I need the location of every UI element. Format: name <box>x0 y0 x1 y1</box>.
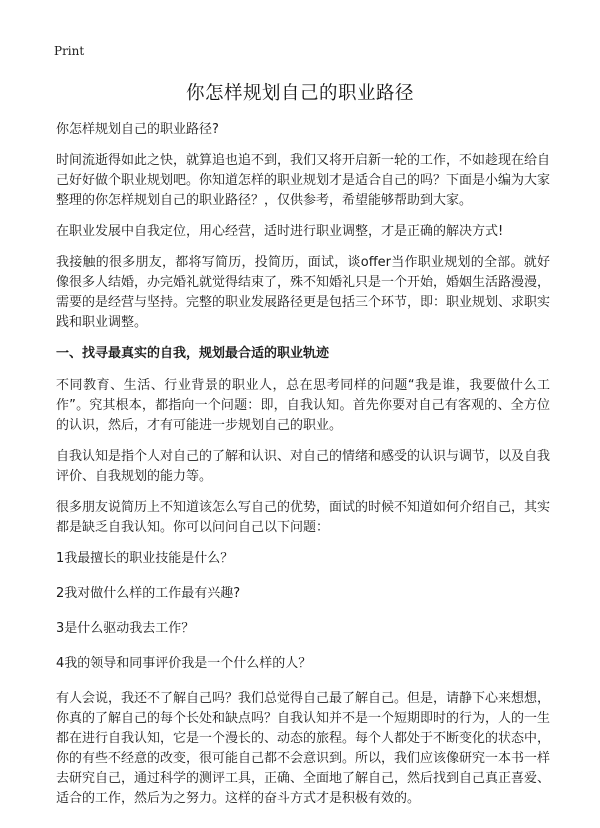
paragraph-resume-advice: 很多朋友说简历上不知道该怎么写自己的优势，面试的时候不知道如何介绍自己，其实都是缺乏自我认知。你可以问问自己以下问题： <box>56 500 551 535</box>
paragraph-self-awareness: 不同教育、生活、行业背景的职业人，总在思考同样的问题“我是谁，我要做什么工作”。究其根本，都指向一个问题：即，自我认知。首先你要对自己有客观的、全方位的认识，然后，才有可能进一步规划自己的职业。 <box>56 378 550 433</box>
paragraph-self-awareness-definition: 自我认知是指个人对自己的了解和认识、对自己的情绪和感受的认识与调节，以及自我评价、自我规划的能力等。 <box>56 449 551 484</box>
article-title: 你怎样规划自己的职业路径 <box>185 83 414 104</box>
question-item-3: 3是什么驱动我去工作？ <box>56 621 195 636</box>
paragraph-intro: 时间流逝得如此之快，就算追也追不到，我们又将开启新一轮的工作，不如趁现在给自己好好做个职业规划吧。你知道怎样的职业规划才是适合自己的吗？下面是小编为大家整理的你怎样规划自己的职业路径？，仅供参考，希望能够帮助到大家。 <box>56 153 551 208</box>
question-item-2: 2我对做什么样的工作最有兴趣? <box>56 586 241 601</box>
question-item-1: 1我最擅长的职业技能是什么？ <box>56 551 234 566</box>
section-heading: 一、找寻最真实的自我，规划最合适的职业轨迹 <box>56 346 330 361</box>
print-link[interactable]: Print <box>54 44 85 58</box>
question-item-4: 4我的领导和同事评价我是一个什么样的人？ <box>56 656 312 671</box>
article-body <box>56 120 550 820</box>
paragraph-positioning: 在职业发展中自我定位，用心经营，适时进行职业调整，才是正确的解决方式! <box>56 224 504 239</box>
paragraph-career-path: 我接触的很多朋友，都将写简历，投简历，面试，谈offer当作职业规划的全部。就好像很多人结婚，办完婚礼就觉得结束了，殊不知婚礼只是一个开始，婚姻生活路漫漫，需要的是经营与坚持。完整的职业发展路径更是包括三个环节，即：职业规划、求职实践和职业调整。 <box>56 255 551 330</box>
paragraph-intro-question: 你怎样规划自己的职业路径? <box>56 122 219 137</box>
paragraph-conclusion: 有人会说，我还不了解自己吗？我们总觉得自己最了解自己。但是，请静下心来想想，你真的了解自己的每个长处和缺点吗？自我认知并不是一个短期即时的行为，人的一生都在进行自我认知，它是一个漫长的、动态的旅程。每个人都处于不断变化的状态中，你的有些不经意的改变，很可能自己都不会意识到。所以，我们应该像研究一本书一样去研究自己，通过科学的测评工具，正确、全面地了解自己，然后找到自己真正喜爱、适合的工作，然后为之努力。这样的奋斗方式才是积极有效的。 <box>56 691 551 806</box>
